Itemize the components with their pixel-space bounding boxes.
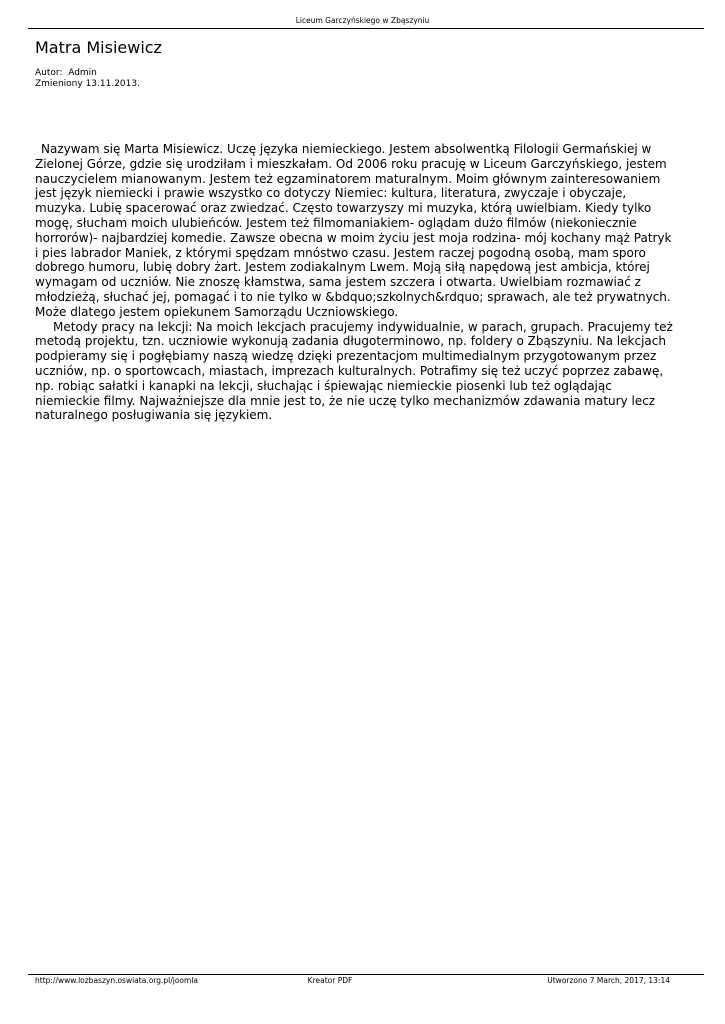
footer-divider: [28, 974, 704, 975]
author-line: Autor: Admin: [35, 68, 97, 78]
footer-url: http://www.lozbaszyn.oswiata.org.pl/joomla: [35, 976, 198, 985]
article-body: [35, 142, 675, 423]
modified-date: Zmieniony 13.11.2013.: [35, 79, 140, 89]
body-paragraph: Nazywam się Marta Misiewicz. Uczę języka niemieckiego. Jestem absolwentką Filologii Germańskiej w Zielonej Górze, gdzie się urodziłam i mieszkałam. Od 2006 roku pracuję w Liceum Garczyńskiego, jestem nauczycielem mianowanym. Jestem też egzaminatorem maturalnym. Moim głównym zainteresowaniem jest język niemiecki i prawie wszystko co dotyczy Niemiec: kultura, literatura, zwyczaje i obyczaje, muzyka. Lubię spacerować oraz zwiedzać. Często towarzyszy mi muzyka, którą uwielbiam. Kiedy tylko mogę, słucham moich ulubieńców. Jestem też filmomaniakiem- oglądam dużo filmów (niekoniecznie horrorów)- najbardziej komedie. Zawsze obecna w moim życiu jest moja rodzina- mój kochany mąż Patryk i pies labrador Maniek, z którymi spędzam mnóstwo czasu. Jestem raczej pogodną osobą, mam sporo dobrego humoru, lubię dobry żart. Jestem zodiakalnym Lwem. Moją siłą napędową jest ambicja, której wymagam od uczniów. Nie znoszę kłamstwa, sama jestem szczera i otwarta. Uwielbiam rozmawiać z młodzieżą, słuchać jej, pomagać i to nie tylko w &bdquo;szkolnych&rdquo; sprawach, ale też prywatnych. Może dlatego jestem opiekunem Samorządu Uczniowskiego.: [35, 142, 672, 319]
article-title: Matra Misiewicz: [35, 38, 162, 57]
body-paragraph: Metody pracy na lekcji: Na moich lekcjach pracujemy indywidualnie, w parach, grupach. Pracujemy też metodą projektu, tzn. uczniowie wykonują zadania długoterminowo, np. foldery o Zbąszyniu. Na lekcjach podpieramy się i pogłębiamy naszą wiedzę dzięki prezentacjom multimedialnym przygotowanym przez uczniów, np. o sportowcach, miastach, imprezach kulturalnych. Potrafimy się też uczyć poprzez zabawę, np. robiąc sałatki i kanapki na lekcji, słuchając i śpiewając niemieckie piosenki lub też oglądając niemieckie filmy. Najważniejsze dla mnie jest to, że nie uczę tylko mechanizmów zdawania matury lecz naturalnego posługiwania się językiem.: [35, 319, 673, 423]
footer-created-date: Utworzono 7 March, 2017, 13:14: [547, 976, 670, 985]
footer-generator: Kreator PDF: [307, 976, 353, 985]
page-footer: [0, 976, 725, 988]
article-meta: [35, 68, 140, 90]
site-title: Liceum Garczyńskiego w Zbąszyniu: [295, 16, 430, 25]
header-divider: [28, 28, 704, 29]
